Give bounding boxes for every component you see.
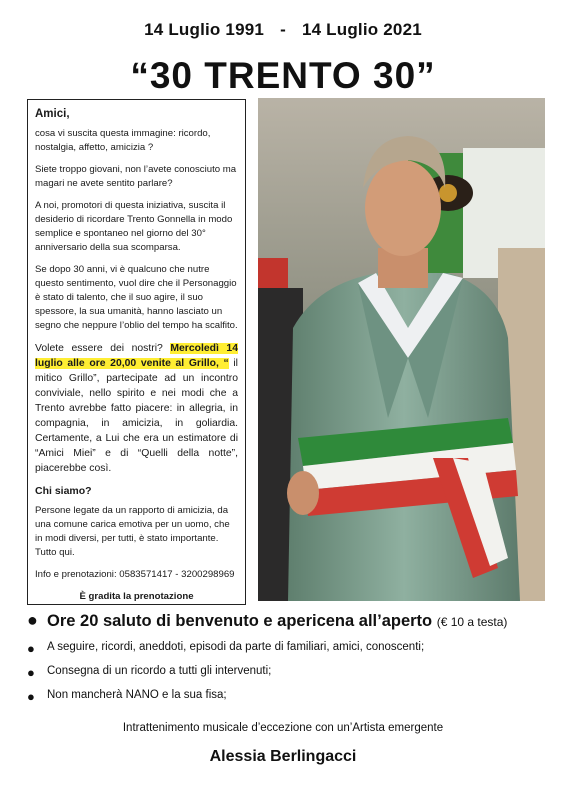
letter-paragraph-4: Se dopo 30 anni, vi è qualcuno che nutre questo sentimento, vuol dire che il Personaggio è stato di talento, che il suo agire, il suo spessore, la sua umanità, hanno lasciato un segno che neppure l’oblio del tempo ha scalfito. [35, 264, 238, 331]
date-separator: - [280, 20, 286, 39]
list-item-text: Non mancherà NANO e la sua fisa; [47, 689, 227, 701]
bullet-icon: ● [27, 610, 38, 630]
letter-invitation [35, 341, 238, 476]
invitation-highlight: Mercoledì 14 luglio alle ore 20,00 venite al Grillo, “ [35, 343, 238, 369]
list-item [25, 641, 545, 656]
program-main-item [25, 612, 545, 631]
list-item-text: Consegna di un ricordo a tutti gli intervenuti; [47, 665, 272, 677]
letter-paragraph-1: cosa vi suscita questa immagine: ricordo, nostalgia, affetto, amicizia ? [35, 128, 211, 153]
who-text: Persone legate da un rapporto di amicizia, da una comune carica emotiva per un uomo, che in modi diversi, per tutti, è stato importante. Tutto qui. [35, 505, 230, 558]
main-item-price: (€ 10 a testa) [436, 615, 508, 629]
portrait-photo [258, 98, 545, 601]
who-heading: Chi siamo? [35, 485, 92, 497]
letter-paragraph-3: A noi, promotori di questa iniziativa, suscita il desiderio di ricordare Trento Gonnella in modo semplice e spontaneo nel giorno del 30° anniversario della sua scomparsa. [35, 200, 233, 253]
invitation-intro: Volete essere dei nostri? [35, 343, 171, 354]
entertainment-text: Intrattenimento musicale d’eccezione con un’Artista emergente [122, 722, 444, 734]
date-from: 14 Luglio 1991 [144, 20, 265, 39]
date-to: 14 Luglio 2021 [301, 20, 422, 39]
main-item-text: Ore 20 saluto di benvenuto e apericena all’aperto [47, 612, 433, 630]
list-item [25, 665, 545, 680]
bullet-icon: ● [27, 665, 35, 680]
contact-info: Info e prenotazioni: 0583571417 - 3200298969 [35, 569, 235, 580]
program-list [25, 612, 545, 713]
bullet-icon: ● [27, 641, 35, 656]
letter-greeting: Amici, [35, 108, 70, 120]
booking-note: È gradita la prenotazione [79, 591, 194, 602]
page-title: “30 TRENTO 30” [130, 55, 436, 96]
list-item-text: A seguire, ricordi, aneddoti, episodi da parte di familiari, amici, conoscenti; [47, 641, 425, 653]
letter-paragraph-2: Siete troppo giovani, non l’avete conosciuto ma magari ne avete sentito parlare? [35, 164, 237, 189]
letter-box [27, 99, 246, 605]
event-dates [0, 20, 566, 40]
bullet-icon: ● [27, 689, 35, 704]
invitation-rest: il mitico Grillo”, partecipate ad un incontro conviviale, nello spirito e nei modi che a Trento avrebbe fatto piacere: in allegria, in compagnia, in amicizia, in goliardia. Certamente, a Lui che era un estimatore di “Amici Miei” e di “Quelli della notte”, piacerebbe così. [35, 358, 238, 474]
artist-name: Alessia Berlingacci [209, 748, 357, 765]
list-item [25, 689, 545, 704]
